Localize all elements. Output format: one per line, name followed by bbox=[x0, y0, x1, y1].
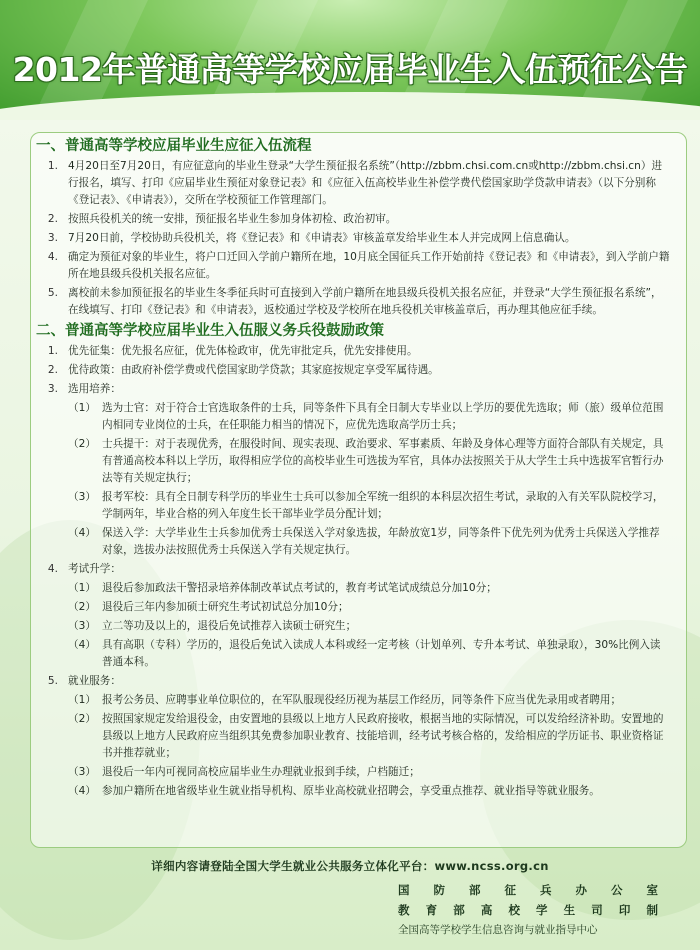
list-item bbox=[36, 673, 676, 690]
list-item bbox=[36, 230, 676, 247]
item-number: 5. bbox=[47, 675, 58, 687]
sub-item-text: 保送入学：大学毕业生士兵参加优秀士兵保送入学对象选拔，年龄放宽1岁，同等条件下优先列为优秀士兵保送入学推荐对象，选拔办法按照优秀士兵保送入学有关规定执行。 bbox=[102, 527, 660, 556]
sub-item-text: 具有高职（专科）学历的，退役后免试入读成人本科或经一定考核（计划单列、专升本考试、单独录取），30%比例入读普通本科。 bbox=[102, 639, 661, 668]
sub-item-label: （1） bbox=[68, 402, 96, 414]
list-item bbox=[36, 561, 676, 578]
sub-list-item bbox=[68, 599, 676, 616]
sub-item-label: （3） bbox=[68, 491, 96, 503]
sub-item-text: 报考公务员、应聘事业单位职位的，在军队服现役经历视为基层工作经历，同等条件下应当优先录用或者聘用； bbox=[102, 694, 622, 706]
sub-item-text: 选为士官：对于符合士官选取条件的士兵，同等条件下具有全日制大专毕业以上学历的要优先选取；师（旅）级单位范围内相同专业岗位的士兵，在任职能力相当的情况下，应优先选取高学历士兵； bbox=[102, 402, 664, 431]
sub-list-item bbox=[68, 400, 676, 434]
issuer-name: 教育部高校学生司印制 bbox=[398, 903, 658, 917]
sub-item-text: 士兵提干：对于表现优秀，在服役时间、现实表现、政治要求、军事素质、年龄及身体心理等方面符合部队有关规定，具有普通高校本科以上学历，取得相应学位的高校毕业生可选拔为军官，具体办法按照关于从大学生士兵中选拔军官暂行办法等有关规定执行； bbox=[102, 438, 664, 484]
item-number: 2. bbox=[47, 213, 58, 225]
sub-item-text: 退役后三年内参加硕士研究生考试初试总分加10分； bbox=[102, 601, 349, 613]
item-number: 3. bbox=[47, 232, 58, 244]
list-item bbox=[36, 249, 676, 283]
sub-item-text: 按照国家规定发给退役金，由安置地的县级以上地方人民政府接收，根据当地的实际情况，可以发给经济补助。安置地的县级以上地方人民政府应当组织其免费参加职业教育、技能培训，经考试考核合格的，发给相应的学历证书、职业资格证书并推荐就业； bbox=[102, 713, 664, 759]
sub-item-label: （4） bbox=[68, 639, 96, 651]
item-text: 7月20日前，学校协助兵役机关，将《登记表》和《申请表》审核盖章发给毕业生本人并完成网上信息确认。 bbox=[68, 232, 576, 244]
sub-item-label: （1） bbox=[68, 582, 96, 594]
sub-item-text: 退役后一年内可视同高校应届毕业生办理就业报到手续，户档随迁； bbox=[102, 766, 420, 778]
section-1-title: 一、普通高等学校应届毕业生应征入伍流程 bbox=[36, 138, 312, 154]
sub-list-item bbox=[68, 637, 676, 671]
sub-list-item bbox=[68, 489, 676, 523]
item-text: 4月20日至7月20日，有应征意向的毕业生登录“大学生预征报名系统”（http://zbbm.chsi.com.cn或http://zbbm.chsi.cn）进行报名，填写、打印《应届毕业生预征对象登记表》和《应征入伍高校毕业生补偿学费代偿国家助学贷款申请表》（以下分别称《登记表》、《申请表》），交所在学校预征工作管理部门。 bbox=[68, 160, 663, 206]
item-text: 优先征集：优先报名应征，优先体检政审，优先审批定兵，优先安排使用。 bbox=[68, 345, 418, 357]
item-text: 按照兵役机关的统一安排，预征报名毕业生参加身体初检、政治初审。 bbox=[68, 213, 397, 225]
website-notice: 详细内容请登陆全国大学生就业公共服务立体化平台：www.ncss.org.cn bbox=[151, 859, 549, 873]
sub-item-label: （4） bbox=[68, 527, 96, 539]
sub-item-label: （2） bbox=[68, 601, 96, 613]
sub-item-label: （3） bbox=[68, 766, 96, 778]
issuer-block bbox=[398, 880, 658, 940]
issuer-name: 全国高等学校学生信息咨询与就业指导中心 bbox=[398, 924, 598, 936]
sub-item-label: （1） bbox=[68, 694, 96, 706]
notice-body bbox=[36, 136, 676, 802]
item-number: 4. bbox=[47, 251, 58, 263]
list-item bbox=[36, 158, 676, 209]
sub-item-label: （2） bbox=[68, 438, 96, 450]
sub-item-label: （4） bbox=[68, 785, 96, 797]
item-number: 3. bbox=[47, 383, 58, 395]
list-item bbox=[36, 285, 676, 319]
sub-list-item bbox=[68, 525, 676, 559]
sub-list-item bbox=[68, 436, 676, 487]
sub-item-text: 立二等功及以上的，退役后免试推荐入读硕士研究生； bbox=[102, 620, 357, 632]
item-number: 4. bbox=[47, 563, 58, 575]
section-2-title: 二、普通高等学校应届毕业生入伍服义务兵役鼓励政策 bbox=[36, 323, 384, 339]
sub-list-item bbox=[68, 580, 676, 597]
item-text: 考试升学： bbox=[68, 563, 121, 575]
sub-list-item bbox=[68, 711, 676, 762]
item-number: 1. bbox=[47, 160, 58, 172]
item-number: 1. bbox=[47, 345, 58, 357]
item-text: 确定为预征对象的毕业生，将户口迁回入学前户籍所在地，10月底全国征兵工作开始前持《登记表》和《申请表》，到入学前户籍所在地县级兵役机关报名应征。 bbox=[68, 251, 670, 280]
issuer-name: 国防部征兵办公室 bbox=[398, 883, 658, 897]
item-text: 离校前未参加预征报名的毕业生冬季征兵时可直接到入学前户籍所在地县级兵役机关报名应征，并登录“大学生预征报名系统”，在线填写、打印《登记表》和《申请表》，返校通过学校及学校所在地兵役机关审核盖章后，再办理其他应征手续。 bbox=[68, 287, 662, 316]
list-item bbox=[36, 343, 676, 360]
item-text: 优待政策：由政府补偿学费或代偿国家助学贷款；其家庭按规定享受军属待遇。 bbox=[68, 364, 439, 376]
sub-item-text: 退役后参加政法干警招录培养体制改革试点考试的，教育考试笔试成绩总分加10分； bbox=[102, 582, 497, 594]
page-title: 2012年普通高等学校应届毕业生入伍预征公告 bbox=[12, 50, 688, 89]
item-number: 5. bbox=[47, 287, 58, 299]
item-number: 2. bbox=[47, 364, 58, 376]
sub-list-item bbox=[68, 618, 676, 635]
sub-item-text: 参加户籍所在地省级毕业生就业指导机构、原毕业高校就业招聘会，享受重点推荐、就业指导等就业服务。 bbox=[102, 785, 600, 797]
sub-item-label: （3） bbox=[68, 620, 96, 632]
list-item bbox=[36, 362, 676, 379]
sub-list-item bbox=[68, 692, 676, 709]
list-item bbox=[36, 211, 676, 228]
item-text: 就业服务： bbox=[68, 675, 121, 687]
sub-item-text: 报考军校：具有全日制专科学历的毕业生士兵可以参加全军统一组织的本科层次招生考试，录取的入有关军队院校学习，学制两年，毕业合格的列入年度生长干部毕业学员分配计划； bbox=[102, 491, 664, 520]
item-text: 选用培养： bbox=[68, 383, 121, 395]
list-item bbox=[36, 381, 676, 398]
sub-list-item bbox=[68, 764, 676, 781]
sub-item-label: （2） bbox=[68, 713, 96, 725]
sub-list-item bbox=[68, 783, 676, 800]
